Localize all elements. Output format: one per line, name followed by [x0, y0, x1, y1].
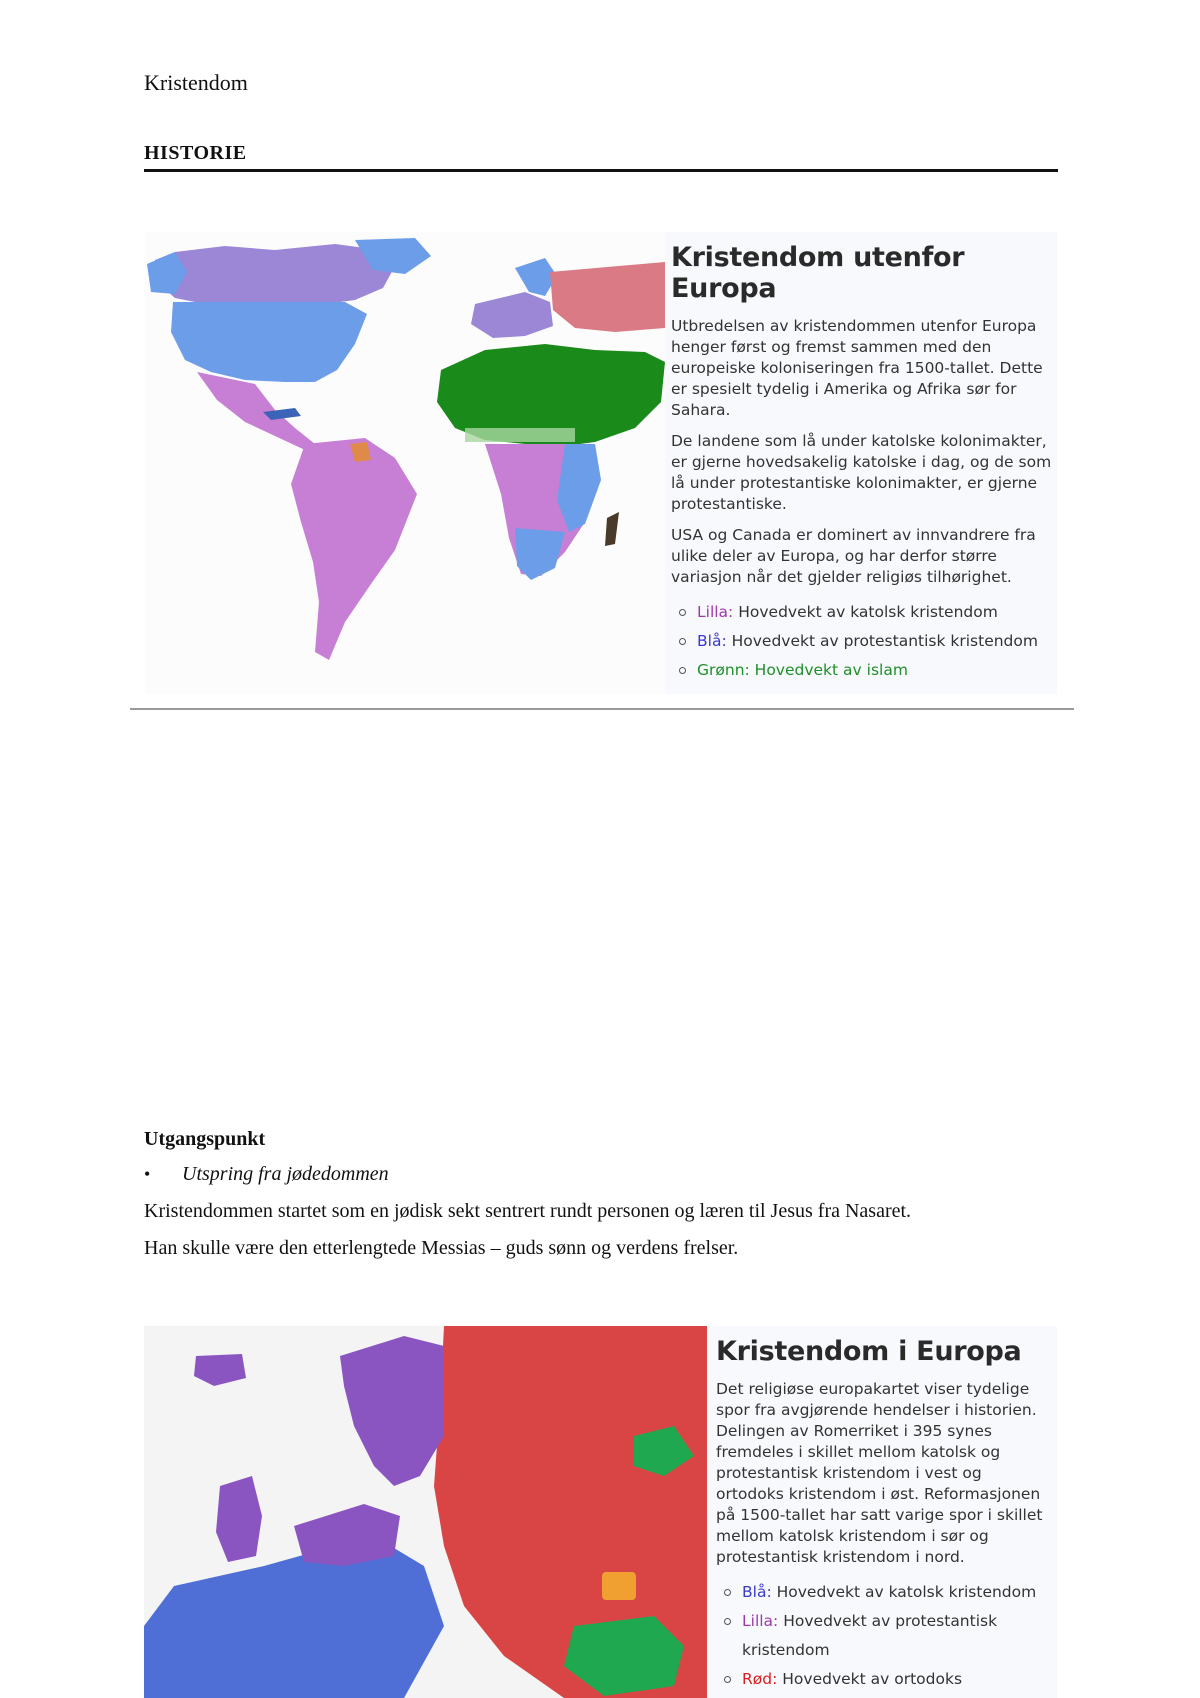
map-mexico-central [197, 372, 315, 450]
legend-key: Lilla: [742, 1612, 779, 1630]
legend-key: Rød: [742, 1670, 778, 1688]
section-heading-historie: HISTORIE [144, 142, 1058, 172]
map-legend [671, 598, 1053, 685]
map-armenia [602, 1572, 636, 1600]
legend-key: Blå: [742, 1583, 772, 1601]
legend-item-catholic [724, 1578, 1054, 1607]
legend-key: Blå: [697, 632, 727, 650]
panel-title: Kristendom utenfor Europa [671, 242, 965, 304]
map-legend [716, 1578, 1054, 1694]
map-madagascar [605, 512, 619, 546]
info-panel-outside-europe [671, 232, 1053, 685]
legend-text: Hovedvekt av katolsk kristendom [776, 1583, 1037, 1601]
legend-item-catholic [679, 598, 1053, 627]
europe-religion-map [144, 1326, 707, 1698]
legend-item-protestant [679, 627, 1053, 656]
bullet-text: Utspring fra jødedommen [182, 1163, 389, 1185]
section-utgangspunkt [144, 1128, 1084, 1274]
legend-key: Grønn: Hovedvekt av islam [697, 661, 908, 679]
legend-text: Hovedvekt av protestantisk kristendom [731, 632, 1038, 650]
body-paragraph: Kristendommen startet som en jødisk sekt sentrert rundt personen og læren til Jesus fra Nasaret. [144, 1200, 912, 1222]
panel-paragraph: Det religiøse europakartet viser tydelige spor fra avgjørende hendelser i historien. Delingen av Romerriket i 395 synes fremdeles i skillet mellom katolsk og protestantisk kristendom i vest og ortodoks kristendom i øst. Reformasjonen på 1500-tallet har satt varige spor i skillet mellom katolsk kristendom i sør og protestantisk kristendom i nord. [716, 1380, 1043, 1566]
subheading: Utgangspunkt [144, 1128, 266, 1150]
legend-text: Hovedvekt av protestantisk kristendom [742, 1612, 998, 1659]
map-russia [550, 262, 665, 332]
map-europe-west [471, 292, 553, 338]
panel-paragraph: Utbredelsen av kristendommen utenfor Europa henger først og fremst sammen med den europeiske koloniseringen fra 1500-tallet. Dette er spesielt tydelig i Amerika og Afrika sør for Sahara. [671, 317, 1043, 419]
figure-christianity-outside-europe [145, 232, 1057, 694]
legend-key: Lilla: [697, 603, 734, 621]
legend-item-protestant [724, 1607, 1054, 1665]
legend-text: Hovedvekt av katolsk kristendom [738, 603, 998, 621]
panel-title: Kristendom i Europa [716, 1336, 1022, 1367]
body-paragraph: Han skulle være den etterlengtede Messias – guds sønn og verdens frelser. [144, 1237, 739, 1259]
map-south-america [291, 438, 417, 660]
horizontal-rule [130, 708, 1074, 710]
bullet-item [144, 1163, 1084, 1186]
legend-item-orthodox [724, 1665, 1054, 1694]
document-title: Kristendom [144, 70, 248, 95]
map-british-isles [216, 1476, 262, 1562]
info-panel-europe [716, 1326, 1054, 1694]
panel-paragraph: De landene som lå under katolske kolonimakter, er gjerne hovedsakelig katolske i dag, og de som lå under protestantiske kolonimakter, er gjerne protestantiske. [671, 432, 1052, 513]
map-canada [155, 244, 395, 304]
figure-christianity-in-europe [144, 1326, 1057, 1698]
map-striped-zone [465, 428, 575, 442]
panel-paragraph: USA og Canada er dominert av innvandrere fra ulike deler av Europa, og har derfor større variasjon når det gjelder religiøs tilhørighet. [671, 526, 1036, 586]
legend-text: Hovedvekt av ortodoks [782, 1670, 963, 1688]
legend-item-islam [679, 656, 1053, 685]
world-religion-map [145, 232, 665, 694]
map-usa [171, 302, 367, 382]
bullet-icon: • [144, 1164, 151, 1184]
